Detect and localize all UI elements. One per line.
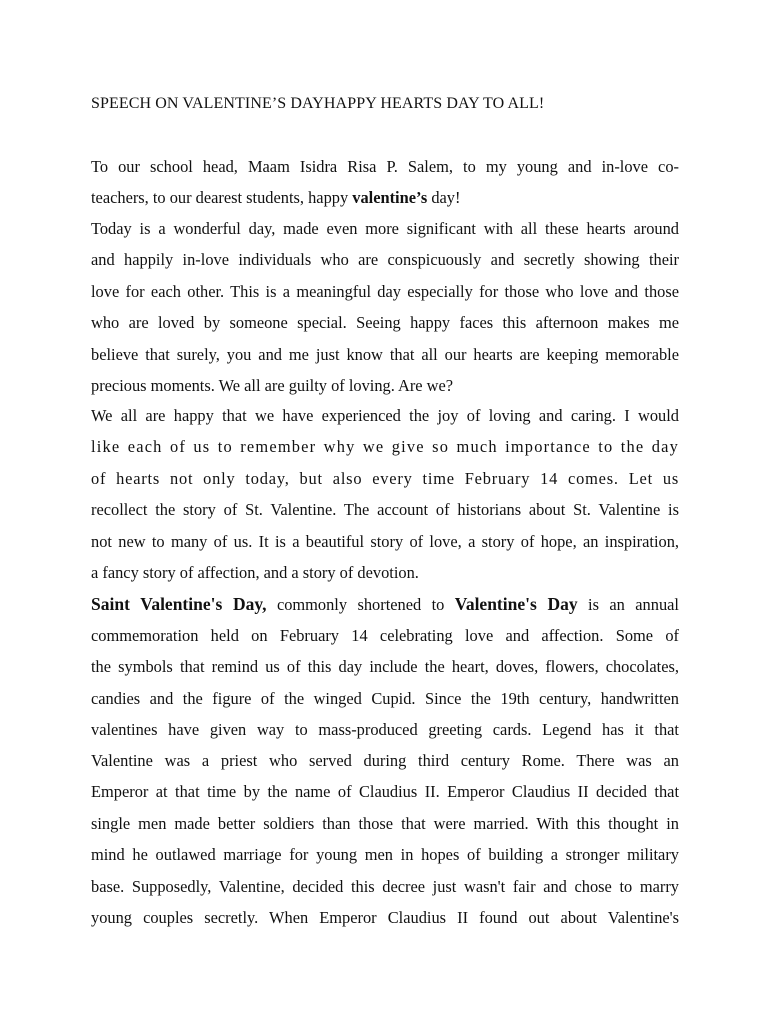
paragraph3-line: the symbols that remind us of this day include the heart, doves, flowers, chocolates, xyxy=(91,657,679,676)
paragraph3-first-line xyxy=(91,594,679,615)
paragraph2-line: not new to many of us. It is a beautiful story of love, a story of hope, an inspiration, xyxy=(91,532,679,551)
paragraph2-line: We all are happy that we have experienced the joy of loving and caring. I would xyxy=(91,406,679,425)
paragraph2-line: like each of us to remember why we give so much importance to the day xyxy=(91,437,679,456)
greeting-line-1: To our school head, Maam Isidra Risa P. Salem, to my young and in-love co- xyxy=(91,157,679,176)
paragraph3-line: Valentine was a priest who served during third century Rome. There was an xyxy=(91,751,679,770)
paragraph3-line: young couples secretly. When Emperor Claudius II found out about Valentine's xyxy=(91,908,679,927)
paragraph2-line: a fancy story of affection, and a story of devotion. xyxy=(91,563,419,582)
paragraph3-first-mid: commonly shortened to xyxy=(266,595,455,614)
paragraph2-line: recollect the story of St. Valentine. The account of historians about St. Valentine is xyxy=(91,500,679,519)
paragraph3-line: single men made better soldiers than those that were married. With this thought in xyxy=(91,814,679,833)
paragraph1-line: and happily in-love individuals who are conspicuously and secretly showing their xyxy=(91,250,679,269)
paragraph3-line: valentines have given way to mass-produced greeting cards. Legend has it that xyxy=(91,720,679,739)
paragraph1-line: Today is a wonderful day, made even more significant with all these hearts around xyxy=(91,219,679,238)
paragraph3-line: candies and the figure of the winged Cupid. Since the 19th century, handwritten xyxy=(91,689,679,708)
greeting-valentines-bold: valentine’s xyxy=(352,188,428,207)
greeting-line-2 xyxy=(91,188,679,208)
greeting-line-2-post: day! xyxy=(427,188,461,207)
paragraph2-line: of hearts not only today, but also every time February 14 comes. Let us xyxy=(91,469,679,488)
greeting-line-2-pre: teachers, to our dearest students, happy xyxy=(91,188,353,207)
saint-valentines-day-bold: Saint Valentine's Day, xyxy=(91,594,267,614)
paragraph3-first-end: is an annual xyxy=(577,595,679,614)
paragraph3-line: mind he outlawed marriage for young men in hopes of building a stronger military xyxy=(91,845,679,864)
paragraph1-line: believe that surely, you and me just know that all our hearts are keeping memorable xyxy=(91,345,679,364)
valentines-day-bold: Valentine's Day xyxy=(454,594,578,614)
paragraph3-line: commemoration held on February 14 celebrating love and affection. Some of xyxy=(91,626,679,645)
paragraph3-line: base. Supposedly, Valentine, decided this decree just wasn't fair and chose to marry xyxy=(91,877,679,896)
paragraph1-line: who are loved by someone special. Seeing happy faces this afternoon makes me xyxy=(91,313,679,332)
speech-title: SPEECH ON VALENTINE’S DAYHAPPY HEARTS DAY TO ALL! xyxy=(91,95,545,112)
paragraph1-line: love for each other. This is a meaningful day especially for those who love and those xyxy=(91,282,679,301)
paragraph3-line: Emperor at that time by the name of Claudius II. Emperor Claudius II decided that xyxy=(91,782,679,801)
paragraph1-line: precious moments. We all are guilty of loving. Are we? xyxy=(91,376,454,395)
